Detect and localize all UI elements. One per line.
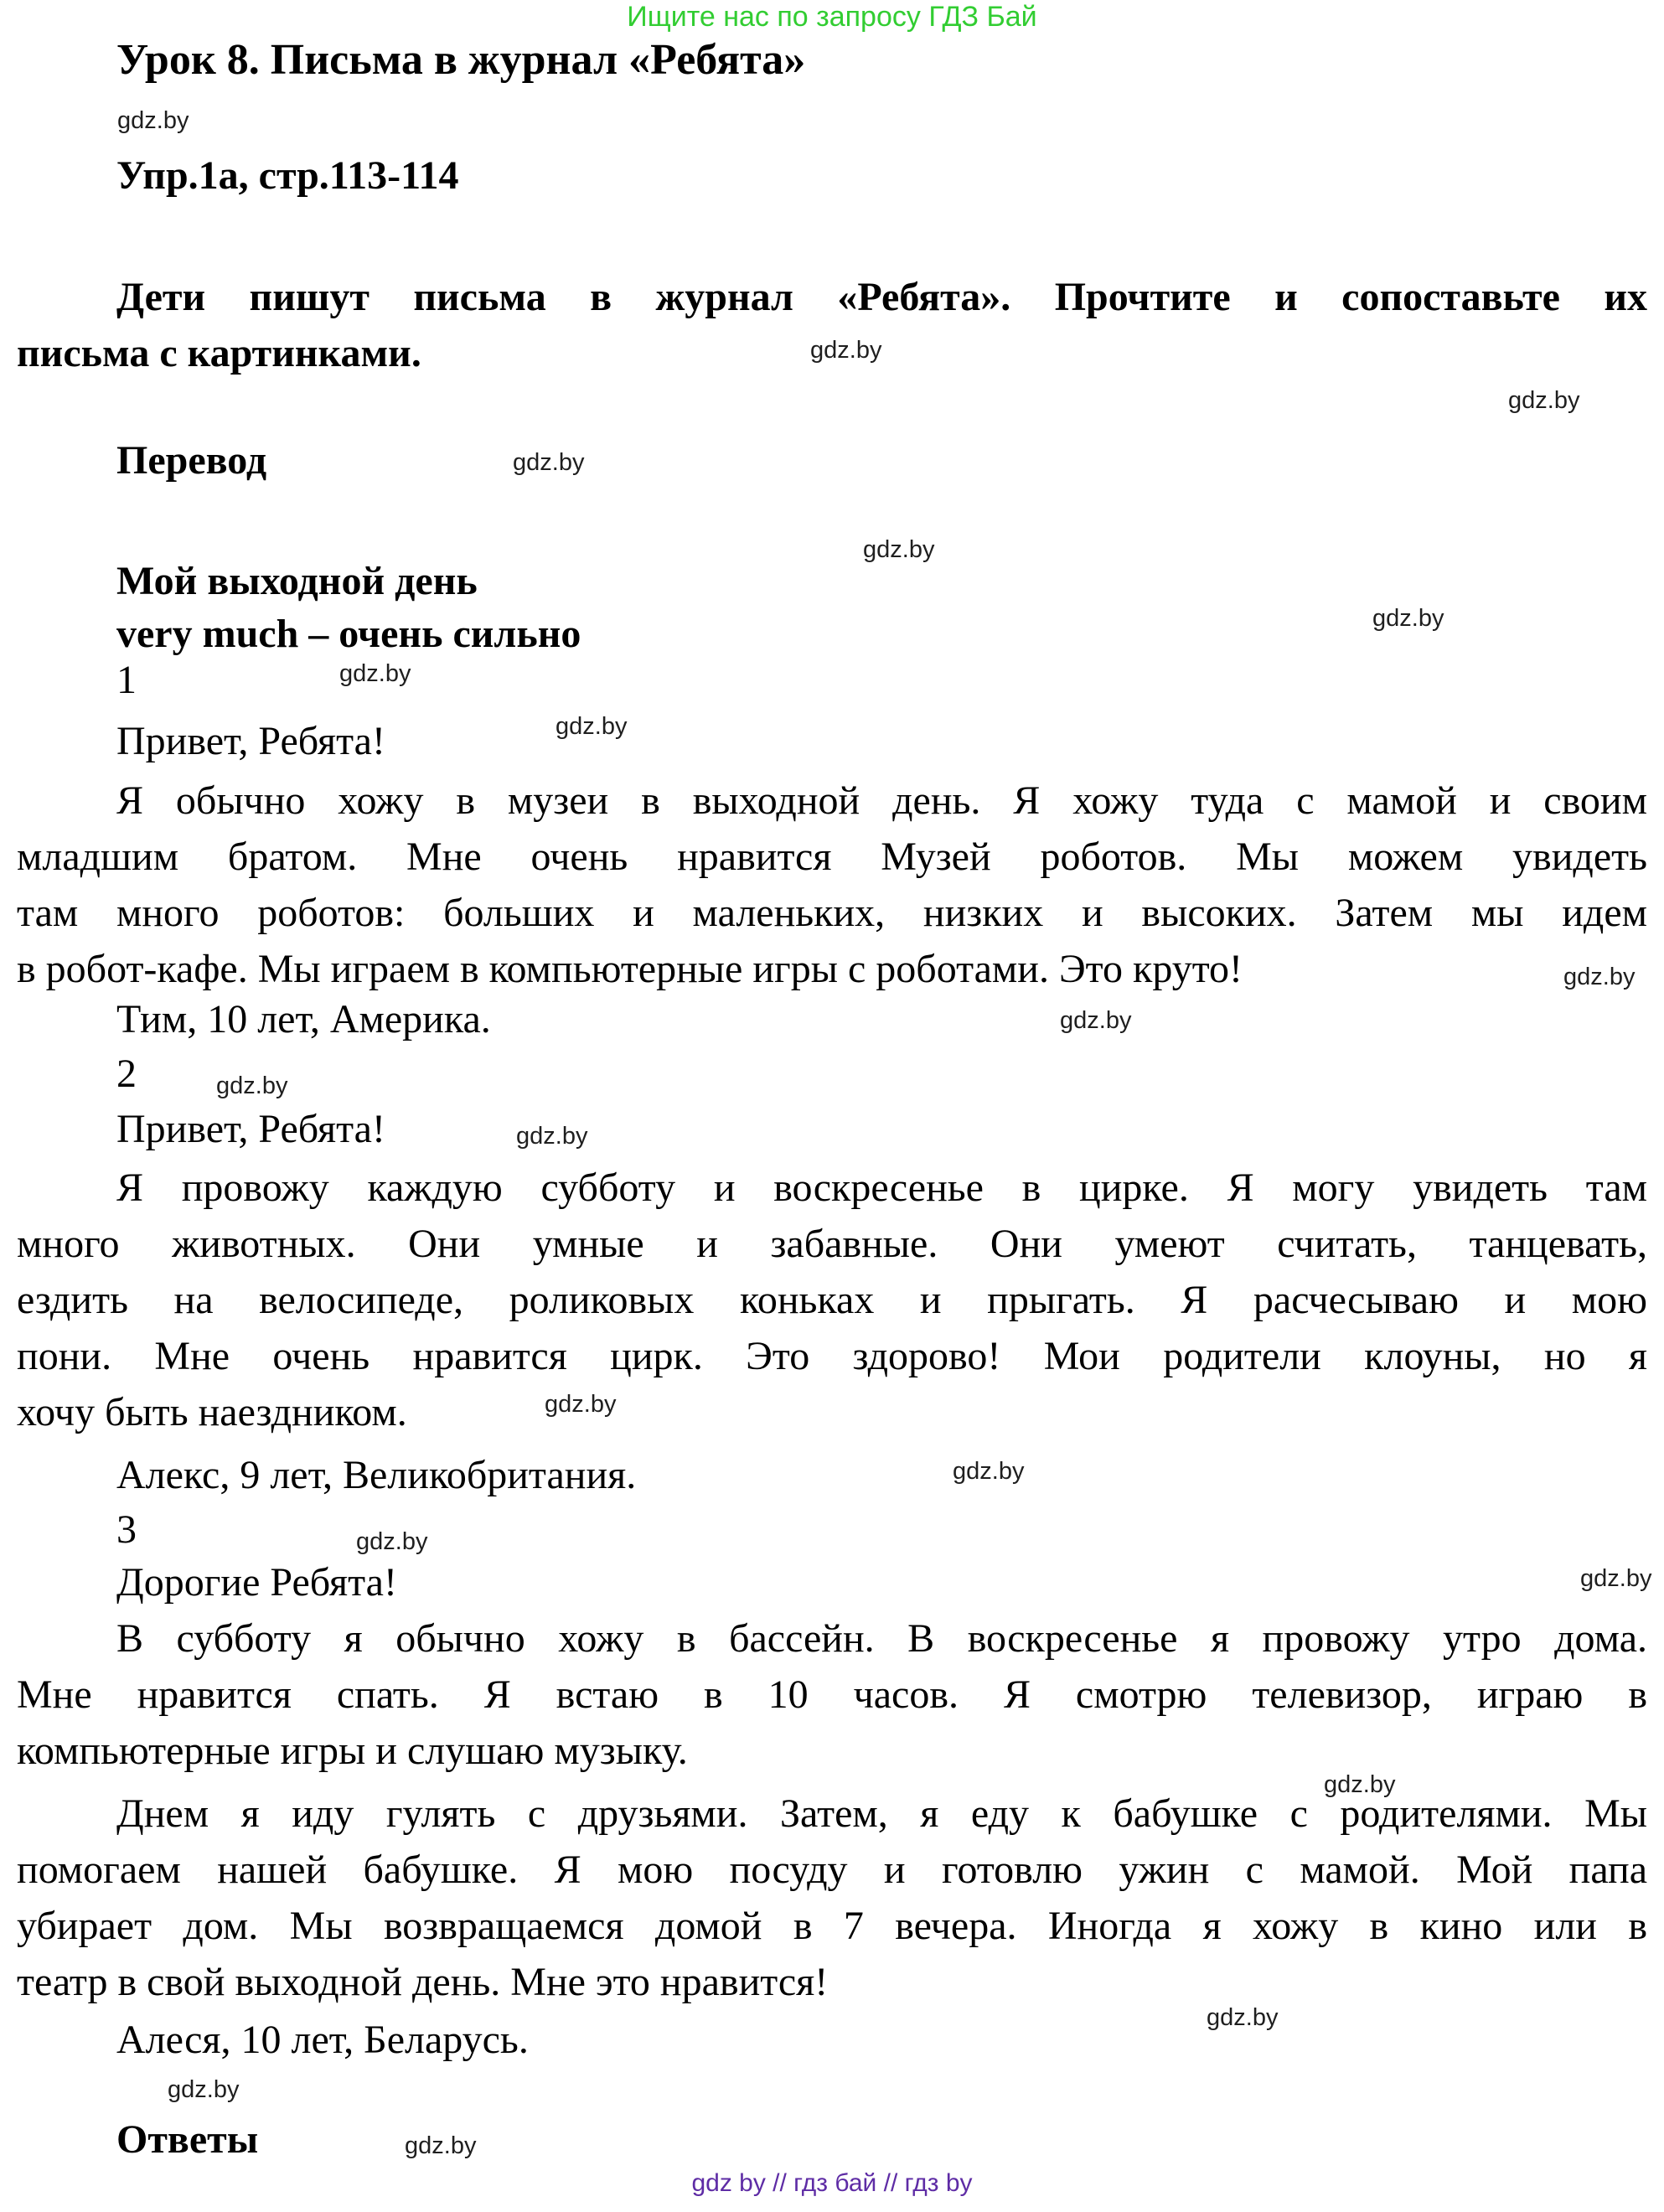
letter-body-line: Мне нравится спать. Я встаю в 10 часов. Я смотрю телевизор, играю в (17, 1672, 1647, 1717)
footer-links: gdz by // гдз бай // гдз by (691, 2169, 973, 2197)
gdz-watermark: gdz.by (1372, 605, 1444, 632)
letter-signature: Тим, 10 лет, Америка. (116, 997, 491, 1041)
gdz-watermark: gdz.by (117, 107, 189, 134)
gdz-watermark: gdz.by (1207, 2004, 1279, 2031)
letter-body-line: в робот-кафе. Мы играем в компьютерные игры с роботами. Это круто! (17, 947, 1243, 991)
letter-body (17, 773, 1647, 997)
gdz-watermark: gdz.by (168, 2076, 240, 2103)
gdz-watermark: gdz.by (356, 1528, 428, 1555)
letter-greeting: Привет, Ребята! (116, 1107, 385, 1151)
letter-body (17, 1610, 1647, 1779)
gdz-watermark: gdz.by (1060, 1007, 1132, 1034)
gdz-watermark: gdz.by (545, 1391, 617, 1418)
gdz-watermark: gdz.by (339, 660, 411, 687)
letter-body-line: там много роботов: больших и маленьких, низких и высоких. Затем мы идем (17, 891, 1647, 935)
gdz-watermark: gdz.by (1324, 1771, 1396, 1798)
letter-body (17, 1786, 1647, 2010)
letter-body-line: Я провожу каждую субботу и воскресенье в цирке. Я могу увидеть там (116, 1165, 1647, 1210)
letter-body-line: Я обычно хожу в музеи в выходной день. Я хожу туда с мамой и своим (116, 778, 1647, 823)
letter-body-line: В субботу я обычно хожу в бассейн. В воскресенье я провожу утро дома. (116, 1616, 1647, 1661)
letter-body-line: хочу быть наездником. (17, 1390, 407, 1434)
letter-body-line: младшим братом. Мне очень нравится Музей роботов. Мы можем увидеть (17, 835, 1647, 879)
letter-body-line: много животных. Они умные и забавные. Они умеют считать, танцевать, (17, 1222, 1647, 1266)
gdz-watermark: gdz.by (216, 1072, 288, 1099)
letter-body-line: компьютерные игры и слушаю музыку. (17, 1729, 688, 1773)
gdz-watermark: gdz.by (810, 337, 882, 364)
letter-signature: Алекс, 9 лет, Великобритания. (116, 1453, 637, 1497)
letter-body (17, 1160, 1647, 1440)
letter-number: 1 (116, 658, 137, 702)
task-line: Дети пишут письма в журнал «Ребята». Прочтите и сопоставьте их (116, 275, 1647, 319)
gdz-watermark: gdz.by (516, 1123, 588, 1150)
letter-signature: Алеся, 10 лет, Беларусь. (116, 2018, 529, 2062)
task-line: письма с картинками. (17, 331, 421, 375)
gdz-watermark: gdz.by (1580, 1565, 1652, 1592)
letter-body-line: ездить на велосипеде, роликовых коньках и прыгать. Я расчесываю и мою (17, 1278, 1647, 1322)
task-text (17, 269, 1647, 381)
letter-greeting: Дорогие Ребята! (116, 1560, 397, 1605)
letter-number: 3 (116, 1507, 137, 1552)
letter-greeting: Привет, Ребята! (116, 719, 385, 763)
translation-title: Мой выходной день (116, 559, 478, 603)
top-promo-banner: Ищите нас по запросу ГДЗ Бай (627, 1, 1037, 33)
letter-body-line: пони. Мне очень нравится цирк. Это здорово! Мои родители клоуны, но я (17, 1334, 1647, 1378)
gdz-watermark: gdz.by (1563, 964, 1636, 990)
letter-number: 2 (116, 1052, 137, 1096)
letter-body-line: Днем я иду гулять с друзьями. Затем, я еду к бабушке с родителями. Мы (116, 1791, 1647, 1836)
letter-body-line: убирает дом. Мы возвращаемся домой в 7 вечера. Иногда я хожу в кино или в (17, 1904, 1647, 1948)
vocab-note: very much – очень сильно (116, 612, 581, 656)
gdz-watermark: gdz.by (405, 2132, 477, 2159)
answers-heading: Ответы (116, 2117, 259, 2162)
gdz-watermark: gdz.by (556, 713, 628, 740)
translation-heading: Перевод (116, 438, 267, 483)
lesson-title: Урок 8. Письма в журнал «Ребята» (116, 36, 806, 84)
gdz-watermark: gdz.by (953, 1458, 1025, 1485)
exercise-ref: Упр.1а, стр.113-114 (116, 153, 459, 198)
letter-body-line: помогаем нашей бабушке. Я мою посуду и готовлю ужин с мамой. Мой папа (17, 1848, 1647, 1892)
gdz-watermark: gdz.by (863, 536, 935, 563)
letter-body-line: театр в свой выходной день. Мне это нравится! (17, 1960, 829, 2004)
gdz-watermark: gdz.by (1508, 387, 1580, 414)
gdz-watermark: gdz.by (513, 449, 585, 476)
